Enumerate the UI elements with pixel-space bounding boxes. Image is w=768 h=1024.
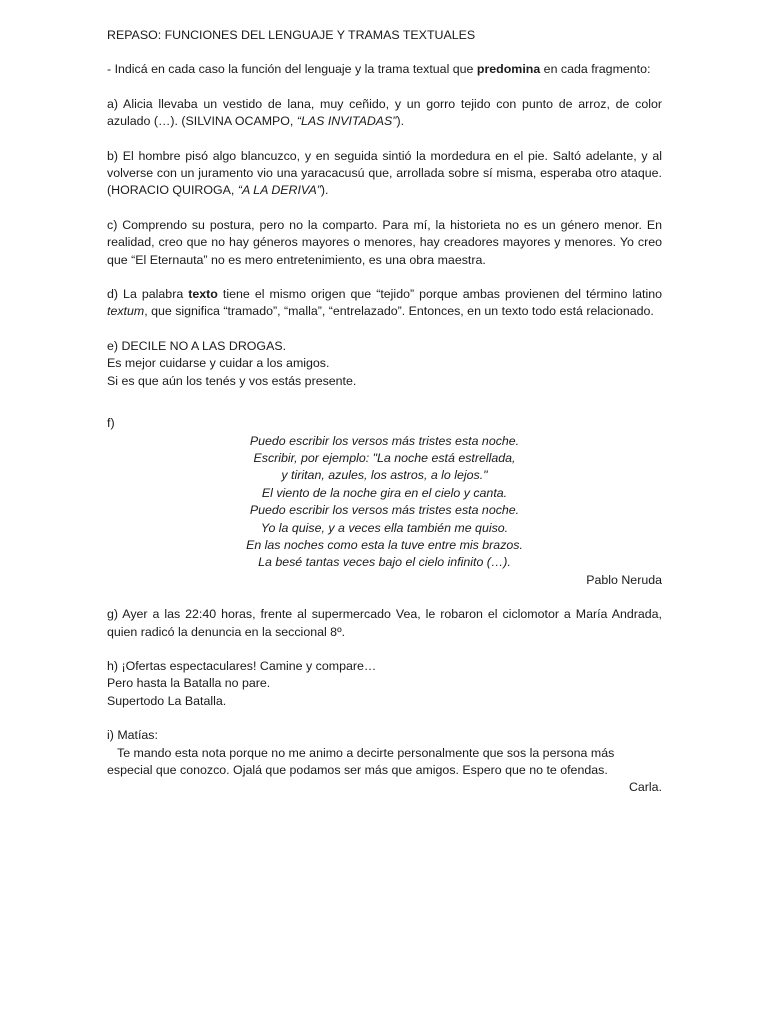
fragment-a — [107, 96, 662, 131]
fragment-d-bold: texto — [188, 287, 218, 302]
poem-author: Pablo Neruda — [586, 572, 662, 587]
fragment-b-end: ). — [320, 183, 329, 198]
fragment-a-end: ). — [396, 114, 405, 129]
fragment-c: c) Comprendo su postura, pero no la comparto. Para mí, la historieta no es un género menor. En realidad, creo que no hay géneros mayores o menores, hay creadores mayores y menores. Yo creo que “El Eternauta” no es mero entretenimiento, es una obra maestra. — [107, 217, 662, 267]
poem-line: Escribir, por ejemplo: "La noche está estrellada, — [253, 450, 516, 465]
fragment-i — [107, 727, 662, 797]
instruction-bold: predomina — [476, 62, 541, 77]
fragment-d-text-3: , que significa “tramado”, “malla”, “entrelazado”. Entonces, en un texto todo está relacionado. — [144, 304, 654, 319]
fragment-b-work: “A LA DERIVA” — [237, 183, 321, 198]
poem-line: Yo la quise, y a veces ella también me quiso. — [260, 520, 509, 535]
poem-line: y tiritan, azules, los astros, a lo lejos." — [281, 468, 488, 483]
fragment-h-line: Supertodo La Batalla. — [107, 693, 227, 708]
fragment-h-line: Pero hasta la Batalla no pare. — [107, 676, 271, 691]
poem-line: Puedo escribir los versos más tristes esta noche. — [249, 433, 520, 448]
fragment-d — [107, 286, 662, 321]
fragment-f — [107, 415, 662, 589]
poem-line: La besé tantas veces bajo el cielo infinito (…). — [258, 555, 511, 570]
note-signature: Carla. — [628, 780, 662, 795]
instruction — [107, 61, 662, 78]
instruction-text: - Indicá en cada caso la función del lenguaje y la trama textual que — [107, 62, 477, 77]
fragment-e — [107, 338, 662, 390]
poem-line: En las noches como esta la tuve entre mis brazos. — [246, 537, 523, 552]
fragment-b — [107, 148, 662, 200]
fragment-f-label: f) — [107, 416, 115, 431]
fragment-e-line: Si es que aún los tenés y vos estás presente. — [107, 373, 357, 388]
document-title: REPASO: FUNCIONES DEL LENGUAJE Y TRAMAS TEXTUALES — [107, 28, 476, 42]
note-body: Te mando esta nota porque no me animo a decirte personalmente que sos la persona más especial que conozco. Ojalá que podamos ser más que amigos. Espero que no te ofendas. — [107, 745, 615, 777]
instruction-text-end: en cada fragmento: — [540, 62, 651, 77]
fragment-e-line: Es mejor cuidarse y cuidar a los amigos. — [107, 356, 330, 371]
fragment-g: g) Ayer a las 22:40 horas, frente al supermercado Vea, le robaron el ciclomotor a María Andrada, quien radicó la denuncia en la seccional 8º. — [107, 607, 662, 639]
fragment-d-italic: textum — [107, 304, 145, 319]
note-greeting: i) Matías: — [107, 728, 158, 743]
poem-line: El viento de la noche gira en el cielo y canta. — [261, 485, 508, 500]
fragment-h — [107, 658, 662, 710]
fragment-d-text-2: tiene el mismo origen que “tejido” porque ambas provienen del término latino — [217, 287, 662, 302]
fragment-b-text: b) El hombre pisó algo blancuzco, y en seguida sintió la mordedura en el pie. Saltó adelante, y al volverse con un juramento vio una yaracacusú que, arrollada sobre sí misma, esperaba otro ataque. (HORACIO QUIROGA, — [107, 148, 662, 198]
poem-line: Puedo escribir los versos más tristes esta noche. — [249, 503, 520, 518]
fragment-a-text: a) Alicia llevaba un vestido de lana, muy ceñido, y un gorro tejido con punto de arroz, de color azulado (…). (SILVINA OCAMPO, — [107, 96, 662, 129]
poem — [107, 433, 662, 572]
fragment-a-work: “LAS INVITADAS” — [296, 114, 397, 129]
fragment-d-text-1: d) La palabra — [107, 287, 189, 302]
fragment-e-line: e) DECILE NO A LAS DROGAS. — [107, 338, 287, 353]
fragment-h-line: h) ¡Ofertas espectaculares! Camine y compare… — [107, 658, 377, 673]
